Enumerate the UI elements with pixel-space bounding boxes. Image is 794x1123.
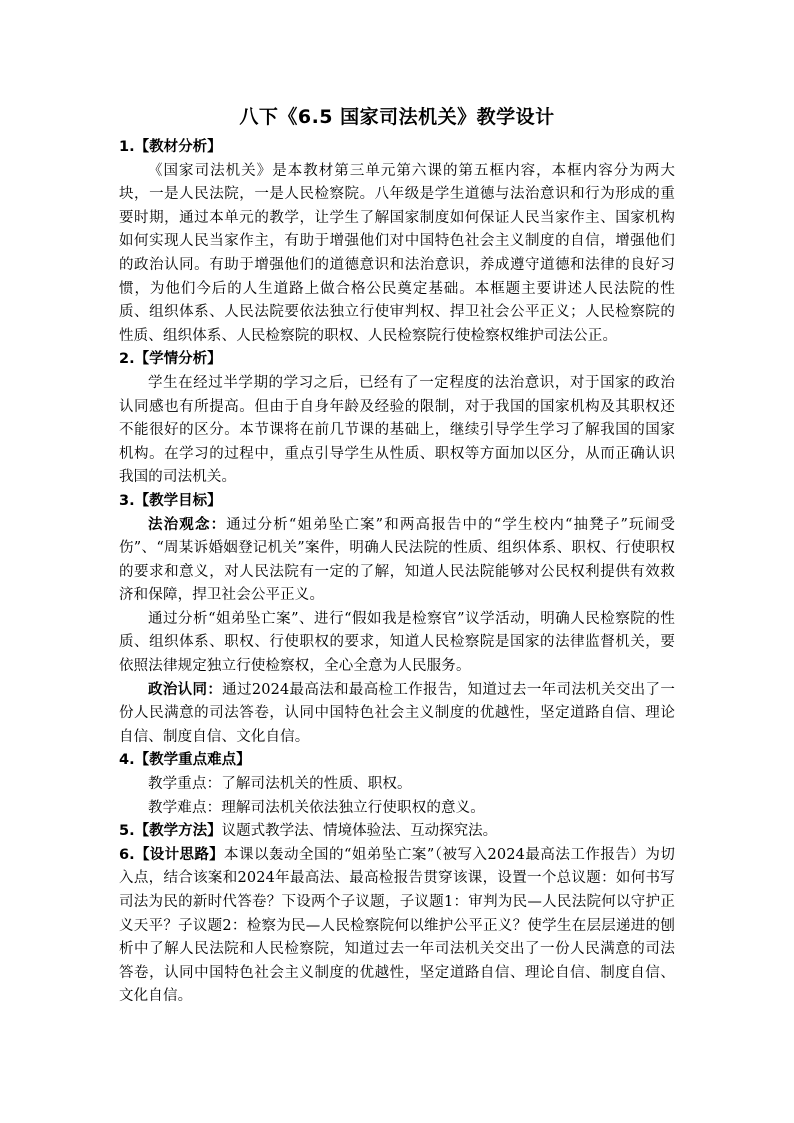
objective-rule-of-law [119,514,675,608]
section-heading-inline [119,844,675,1009]
design-text: 本课以轰动全国的“姐弟坠亡案”（被写入2024最高法工作报告）为切入点，结合该案和2024年最高法、最高检报告贯穿该课，设置一个总议题：如何书写司法为民的新时代答卷？下设两个子议题，子议题1：审判为民—人民法院何以守护正义天平？子议题2：检察为民—人民检察院何以维护公平正义？使学生在层层递进的刨析中了解人民法院和人民检察院，知道过去一年司法机关交出了一份人民满意的司法答卷，认同中国特色社会主义制度的优越性，坚定道路自信、理论自信、制度自信、文化自信。 [119,846,675,1005]
section-textbook-analysis [119,136,675,348]
document-title: 八下《6.5 国家司法机关》教学设计 [239,106,555,128]
objective-political-identity [119,679,675,750]
objective-label: 法治观念： [148,516,227,533]
methods-text: 议题式教学法、情境体验法、互动探究法。 [221,823,498,840]
section-key-difficult-points [119,749,675,820]
section-heading: 3.【教学目标】 [119,492,222,509]
key-point: 教学重点：了解司法机关的性质、职权。 [148,776,412,793]
section-heading: 2.【学情分析】 [119,351,222,368]
section-teaching-objectives [119,490,675,750]
section-heading: 6.【设计思路】 [119,846,225,863]
section-heading: 5.【教学方法】 [119,823,222,840]
objective-text: 通过2024最高法和最高检工作报告，知道过去一年司法机关交出了一份人民满意的司法答卷，认同中国特色社会主义制度的优越性，坚定道路自信、理论自信、制度自信、文化自信。 [119,681,676,745]
section-paragraph: 《国家司法机关》是本教材第三单元第六课的第五框内容，本框内容分为两大块，一是人民法院，一是人民检察院。八年级是学生道德与法治意识和行为形成的重要时期，通过本单元的教学，让学生了解国家制度如何保证人民当家作主、国家机构如何实现人民当家作主，有助于增强他们对中国特色社会主义制度的自信，增强他们的政治认同。有助于增强他们的道德意识和法治意识，养成遵守道德和法律的良好习惯，为他们今后的人生道路上做合格公民奠定基础。本框题主要讲述人民法院的性质、组织体系、人民法院要依法独立行使审判权、捍卫社会公平正义；人民检察院的性质、组织体系、人民检察院的职权、人民检察院行使检察权维护司法公正。 [119,162,675,344]
objective-text: 通过分析“姐弟坠亡案”和两高报告中的“学生校内“抽凳子”玩闹受伤”、“周某诉婚姻登记机关”案件，明确人民法院的性质、组织体系、职权、行使职权的要求和意义，对人民法院有一定的了解，知道人民法院能够对公民权利提供有效救济和保障，捍卫社会公平正义。 [119,516,676,604]
section-paragraph: 学生在经过半学期的学习之后，已经有了一定程度的法治意识，对于国家的政治认同感也有所提高。但由于自身年龄及经验的限制，对于我国的国家机构及其职权还不能很好的区分。本节课将在前几节课的基础上，继续引导学生学习了解我国的国家机构。在学习的过程中，重点引导学生从性质、职权等方面加以区分，从而正确认识我国的司法机关。 [119,374,675,486]
difficult-point: 教学难点：理解司法机关依法独立行使职权的意义。 [148,799,485,816]
section-heading-inline [119,820,675,844]
section-teaching-methods [119,820,675,844]
document-page [119,100,675,1009]
section-design-ideas [119,844,675,1009]
section-student-analysis [119,348,675,490]
section-heading: 1.【教材分析】 [119,139,222,155]
objective-label: 政治认同： [148,681,223,698]
section-heading: 4.【教学重点难点】 [119,752,251,769]
objective-procuratorate: 通过分析“姐弟坠亡案”、进行“假如我是检察官”议学活动，明确人民检察院的性质、组织体系、职权、行使职权的要求，知道人民检察院是国家的法律监督机关，要依照法律规定独立行使检察权，全心全意为人民服务。 [119,610,675,675]
